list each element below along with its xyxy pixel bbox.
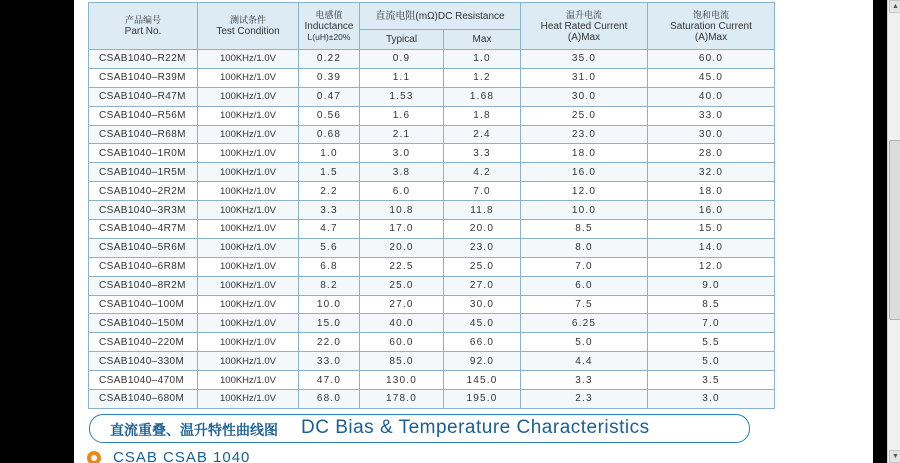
dcr-typical-cell: 178.0 <box>360 390 444 409</box>
heat-current-cell: 6.25 <box>521 314 648 333</box>
section-banner <box>89 414 750 443</box>
heat-current-cell: 5.0 <box>521 333 648 352</box>
dcr-max-cell: 25.0 <box>444 257 521 276</box>
spec-table <box>88 2 775 409</box>
inductance-cell: 68.0 <box>299 390 360 409</box>
saturation-current-cell: 40.0 <box>648 87 775 106</box>
table-row <box>89 390 775 409</box>
header-test-condition: 测试条件 Test Condition <box>198 3 299 50</box>
dcr-typical-cell: 3.0 <box>360 144 444 163</box>
inductance-cell: 2.2 <box>299 182 360 201</box>
saturation-current-cell: 16.0 <box>648 201 775 220</box>
saturation-current-cell: 7.0 <box>648 314 775 333</box>
dcr-typical-cell: 20.0 <box>360 238 444 257</box>
table-row <box>89 87 775 106</box>
table-row <box>89 201 775 220</box>
heat-current-cell: 7.0 <box>521 257 648 276</box>
test-condition-cell: 100KHz/1.0V <box>198 163 299 182</box>
header-dc-resistance: 直流电阻(mΩ)DC Resistance <box>360 3 521 30</box>
saturation-current-cell: 5.0 <box>648 352 775 371</box>
dcr-max-cell: 3.3 <box>444 144 521 163</box>
part-no-cell: CSAB1040–1R5M <box>89 163 198 182</box>
dcr-max-cell: 45.0 <box>444 314 521 333</box>
saturation-current-cell: 33.0 <box>648 106 775 125</box>
test-condition-cell: 100KHz/1.0V <box>198 50 299 69</box>
dcr-typical-cell: 40.0 <box>360 314 444 333</box>
saturation-current-cell: 28.0 <box>648 144 775 163</box>
vertical-scrollbar[interactable] <box>887 0 900 463</box>
saturation-current-cell: 60.0 <box>648 50 775 69</box>
part-no-cell: CSAB1040–8R2M <box>89 276 198 295</box>
saturation-current-cell: 3.5 <box>648 371 775 390</box>
table-row <box>89 257 775 276</box>
saturation-current-cell: 3.0 <box>648 390 775 409</box>
test-condition-cell: 100KHz/1.0V <box>198 295 299 314</box>
test-condition-cell: 100KHz/1.0V <box>198 144 299 163</box>
test-condition-cell: 100KHz/1.0V <box>198 276 299 295</box>
table-row <box>89 276 775 295</box>
table-row <box>89 314 775 333</box>
test-condition-cell: 100KHz/1.0V <box>198 201 299 220</box>
test-condition-cell: 100KHz/1.0V <box>198 220 299 239</box>
part-no-cell: CSAB1040–R39M <box>89 68 198 87</box>
inductance-cell: 1.0 <box>299 144 360 163</box>
table-row <box>89 144 775 163</box>
dcr-max-cell: 30.0 <box>444 295 521 314</box>
dcr-max-cell: 92.0 <box>444 352 521 371</box>
saturation-current-cell: 14.0 <box>648 238 775 257</box>
heat-current-cell: 18.0 <box>521 144 648 163</box>
dcr-typical-cell: 60.0 <box>360 333 444 352</box>
dcr-max-cell: 1.0 <box>444 50 521 69</box>
scroll-up-arrow-icon[interactable]: ▲ <box>889 0 900 13</box>
inductance-cell: 0.39 <box>299 68 360 87</box>
dcr-typical-cell: 85.0 <box>360 352 444 371</box>
test-condition-cell: 100KHz/1.0V <box>198 371 299 390</box>
heat-current-cell: 23.0 <box>521 125 648 144</box>
inductance-cell: 1.5 <box>299 163 360 182</box>
dcr-typical-cell: 3.8 <box>360 163 444 182</box>
header-inductance: 电感值 Inductance L(uH)±20% <box>299 3 360 50</box>
dcr-max-cell: 23.0 <box>444 238 521 257</box>
saturation-current-cell: 32.0 <box>648 163 775 182</box>
heat-current-cell: 12.0 <box>521 182 648 201</box>
inductance-cell: 0.22 <box>299 50 360 69</box>
table-row <box>89 68 775 87</box>
inductance-cell: 10.0 <box>299 295 360 314</box>
dcr-max-cell: 2.4 <box>444 125 521 144</box>
dcr-typical-cell: 1.6 <box>360 106 444 125</box>
scrollbar-thumb[interactable] <box>889 140 900 320</box>
heat-current-cell: 35.0 <box>521 50 648 69</box>
test-condition-cell: 100KHz/1.0V <box>198 257 299 276</box>
table-row <box>89 50 775 69</box>
table-row <box>89 182 775 201</box>
dcr-max-cell: 11.8 <box>444 201 521 220</box>
test-condition-cell: 100KHz/1.0V <box>198 314 299 333</box>
dcr-typical-cell: 1.53 <box>360 87 444 106</box>
test-condition-cell: 100KHz/1.0V <box>198 182 299 201</box>
part-no-cell: CSAB1040–6R8M <box>89 257 198 276</box>
table-row <box>89 106 775 125</box>
part-no-cell: CSAB1040–330M <box>89 352 198 371</box>
dcr-max-cell: 7.0 <box>444 182 521 201</box>
inductance-cell: 22.0 <box>299 333 360 352</box>
heat-current-cell: 8.0 <box>521 238 648 257</box>
subheading-text: CSAB CSAB 1040 <box>113 449 251 463</box>
part-no-cell: CSAB1040–R22M <box>89 50 198 69</box>
part-no-cell: CSAB1040–150M <box>89 314 198 333</box>
dcr-typical-cell: 10.8 <box>360 201 444 220</box>
part-no-cell: CSAB1040–3R3M <box>89 201 198 220</box>
inductance-cell: 47.0 <box>299 371 360 390</box>
dcr-max-cell: 195.0 <box>444 390 521 409</box>
part-no-cell: CSAB1040–2R2M <box>89 182 198 201</box>
scroll-down-arrow-icon[interactable]: ▼ <box>889 450 900 463</box>
heat-current-cell: 30.0 <box>521 87 648 106</box>
test-condition-cell: 100KHz/1.0V <box>198 238 299 257</box>
part-no-cell: CSAB1040–220M <box>89 333 198 352</box>
heat-current-cell: 2.3 <box>521 390 648 409</box>
part-no-cell: CSAB1040–680M <box>89 390 198 409</box>
inductance-cell: 4.7 <box>299 220 360 239</box>
dcr-typical-cell: 2.1 <box>360 125 444 144</box>
table-row <box>89 220 775 239</box>
part-no-cell: CSAB1040–100M <box>89 295 198 314</box>
inductance-cell: 0.56 <box>299 106 360 125</box>
saturation-current-cell: 30.0 <box>648 125 775 144</box>
saturation-current-cell: 8.5 <box>648 295 775 314</box>
dcr-typical-cell: 27.0 <box>360 295 444 314</box>
heat-current-cell: 6.0 <box>521 276 648 295</box>
dcr-typical-cell: 6.0 <box>360 182 444 201</box>
saturation-current-cell: 45.0 <box>648 68 775 87</box>
spec-table-body <box>89 50 775 409</box>
test-condition-cell: 100KHz/1.0V <box>198 333 299 352</box>
table-row <box>89 125 775 144</box>
test-condition-cell: 100KHz/1.0V <box>198 106 299 125</box>
test-condition-cell: 100KHz/1.0V <box>198 352 299 371</box>
heat-current-cell: 16.0 <box>521 163 648 182</box>
dcr-typical-cell: 22.5 <box>360 257 444 276</box>
heat-current-cell: 8.5 <box>521 220 648 239</box>
test-condition-cell: 100KHz/1.0V <box>198 390 299 409</box>
inductance-cell: 33.0 <box>299 352 360 371</box>
heat-current-cell: 10.0 <box>521 201 648 220</box>
dcr-max-cell: 27.0 <box>444 276 521 295</box>
part-no-cell: CSAB1040–R56M <box>89 106 198 125</box>
dcr-max-cell: 20.0 <box>444 220 521 239</box>
part-no-cell: CSAB1040–4R7M <box>89 220 198 239</box>
dcr-typical-cell: 1.1 <box>360 68 444 87</box>
inductance-cell: 15.0 <box>299 314 360 333</box>
test-condition-cell: 100KHz/1.0V <box>198 87 299 106</box>
saturation-current-cell: 12.0 <box>648 257 775 276</box>
heat-current-cell: 31.0 <box>521 68 648 87</box>
inductance-cell: 5.6 <box>299 238 360 257</box>
test-condition-cell: 100KHz/1.0V <box>198 68 299 87</box>
table-row <box>89 371 775 390</box>
table-row <box>89 352 775 371</box>
dcr-typical-cell: 25.0 <box>360 276 444 295</box>
bullet-circle-icon <box>87 451 101 463</box>
header-dcr-max: Max <box>444 30 521 50</box>
inductance-cell: 0.47 <box>299 87 360 106</box>
saturation-current-cell: 5.5 <box>648 333 775 352</box>
dcr-max-cell: 1.2 <box>444 68 521 87</box>
inductance-cell: 8.2 <box>299 276 360 295</box>
part-no-cell: CSAB1040–5R6M <box>89 238 198 257</box>
header-saturation-current: 饱和电流 Saturation Current (A)Max <box>648 3 775 50</box>
inductance-cell: 6.8 <box>299 257 360 276</box>
dcr-max-cell: 66.0 <box>444 333 521 352</box>
banner-title-en: DC Bias & Temperature Characteristics <box>301 417 650 438</box>
heat-current-cell: 7.5 <box>521 295 648 314</box>
dcr-max-cell: 1.8 <box>444 106 521 125</box>
dcr-max-cell: 4.2 <box>444 163 521 182</box>
test-condition-cell: 100KHz/1.0V <box>198 125 299 144</box>
heat-current-cell: 4.4 <box>521 352 648 371</box>
saturation-current-cell: 9.0 <box>648 276 775 295</box>
heat-current-cell: 3.3 <box>521 371 648 390</box>
part-no-cell: CSAB1040–R68M <box>89 125 198 144</box>
table-row <box>89 295 775 314</box>
dcr-typical-cell: 130.0 <box>360 371 444 390</box>
dcr-typical-cell: 17.0 <box>360 220 444 239</box>
header-part-no: 产品编号 Part No. <box>89 3 198 50</box>
dcr-max-cell: 145.0 <box>444 371 521 390</box>
heat-current-cell: 25.0 <box>521 106 648 125</box>
part-no-cell: CSAB1040–R47M <box>89 87 198 106</box>
document-page <box>74 0 873 463</box>
saturation-current-cell: 18.0 <box>648 182 775 201</box>
dcr-max-cell: 1.68 <box>444 87 521 106</box>
table-row <box>89 333 775 352</box>
part-no-cell: CSAB1040–1R0M <box>89 144 198 163</box>
inductance-cell: 3.3 <box>299 201 360 220</box>
header-dcr-typical: Typical <box>360 30 444 50</box>
header-heat-rated-current: 温升电流 Heat Rated Current (A)Max <box>521 3 648 50</box>
saturation-current-cell: 15.0 <box>648 220 775 239</box>
part-no-cell: CSAB1040–470M <box>89 371 198 390</box>
inductance-cell: 0.68 <box>299 125 360 144</box>
dcr-typical-cell: 0.9 <box>360 50 444 69</box>
banner-title-cn: 直流重叠、温升特性曲线图 <box>110 422 278 438</box>
table-row <box>89 238 775 257</box>
table-row <box>89 163 775 182</box>
